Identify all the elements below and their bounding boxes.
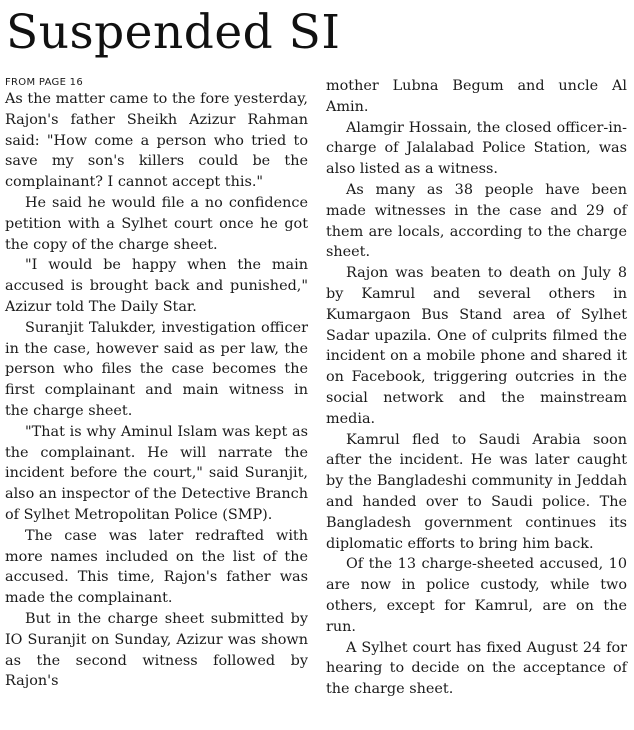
right-column <box>326 76 627 700</box>
jump-line: FROM PAGE 16 <box>5 77 84 88</box>
paragraph: Rajon was beaten to death on July 8 by Kamrul and several others in Kumargaon Bus Stand area of Sylhet Sadar upazila. One of culprits filmed the incident on a mobile phone and shared it on Facebook, triggering outcries in the social network and the mainstream media. <box>326 265 627 427</box>
paragraph: A Sylhet court has fixed August 24 for hearing to decide on the acceptance of the charge sheet. <box>326 639 627 698</box>
left-column <box>5 76 308 692</box>
paragraph: Alamgir Hossain, the closed officer-in-charge of Jalalabad Police Station, was also listed as a witness. <box>326 119 627 178</box>
paragraph: "That is why Aminul Islam was kept as the complainant. He will narrate the incident before the court," said Suranjit, also an inspector of the Detective Branch of Sylhet Metropolitan Police (SMP). <box>5 423 308 523</box>
paragraph: But in the charge sheet submitted by IO Suranjit on Sunday, Azizur was shown as the second witness followed by Rajon's <box>5 610 308 690</box>
paragraph: As many as 38 people have been made witnesses in the case and 29 of them are locals, according to the charge sheet. <box>326 181 627 261</box>
paragraph: Of the 13 charge-sheeted accused, 10 are now in police custody, while two others, except for Kamrul, are on the run. <box>326 556 627 635</box>
paragraph: "I would be happy when the main accused is brought back and punished," Azizur told The Daily Star. <box>5 257 308 315</box>
headline: Suspended SI <box>6 5 341 60</box>
paragraph: Kamrul fled to Saudi Arabia soon after the incident. He was later caught by the Bangladeshi community in Jeddah and handed over to Saudi police. The Bangladesh government continues its diplomatic efforts to bring him back. <box>326 431 627 552</box>
paragraph: As the matter came to the fore yesterday, Rajon's father Sheikh Azizur Rahman said: "How come a person who tried to save my son's killers could be the complainant? I cannot accept this." <box>5 91 308 191</box>
paragraph: He said he would file a no confidence petition with a Sylhet court once he got the copy of the charge sheet. <box>5 194 308 253</box>
paragraph: The case was later redrafted with more names included on the list of the accused. This time, Rajon's father was made the complainant. <box>5 527 308 607</box>
paragraph: Suranjit Talukder, investigation officer in the case, however said as per law, the person who files the case becomes the first complainant and main witness in the charge sheet. <box>5 319 308 419</box>
paragraph-continued: mother Lubna Begum and uncle Al Amin. <box>326 78 627 115</box>
